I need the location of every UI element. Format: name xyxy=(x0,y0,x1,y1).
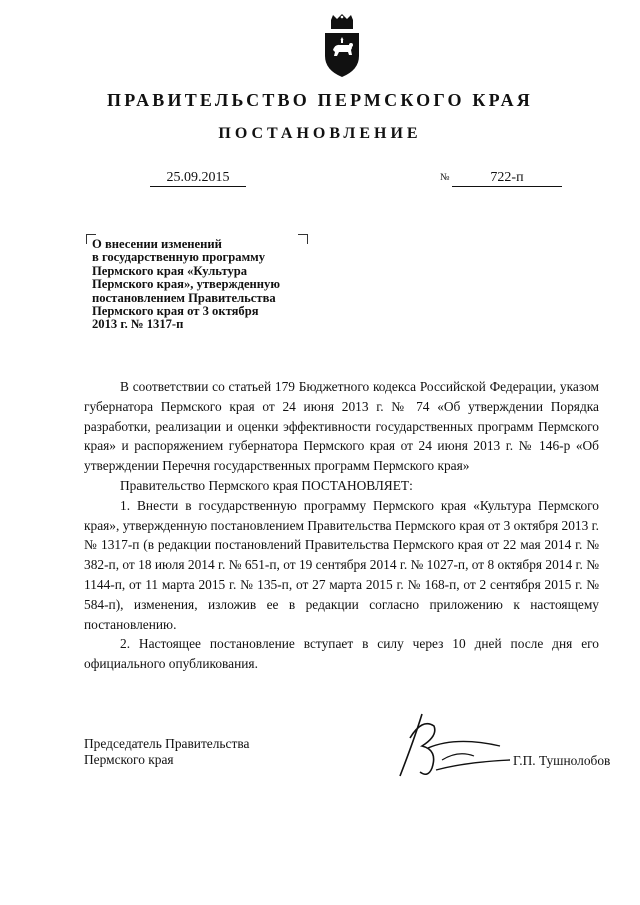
signer-name: Г.П. Тушнолобов xyxy=(513,753,611,768)
clause-1-paragraph: 1. Внести в государственную программу Пермского края «Культура Пермского края», утвержденную постановлением Правительства Пермского края от 3 октября 2013 г. № 1317-п (в редакции постановлений Правительства Пермского края от 22 мая 2014 г. № 382-п, от 18 июля 2014 г. № 651-п, от 19 сентября 2014 г. № 1027-п, от 8 октября 2014 г. № 1144-п, от 11 марта 2015 г. № 135-п, от 27 марта 2015 г. № 168-п, от 2 сентября 2015 г. № 584-п), изменения, изложив ее в редакции согласно приложению к настоящему постановлению. xyxy=(84,497,599,632)
org-title: ПРАВИТЕЛЬСТВО ПЕРМСКОГО КРАЯ xyxy=(107,90,533,110)
preamble-paragraph: В соответствии со статьей 179 Бюджетного кодекса Российской Федерации, указом губернатора Пермского края от 24 июня 2013 г. № 74 «Об утверждении Порядка разработки, реализации и оценки эффективности государственных программ Пермского края» и распоряжением губернатора Пермского края от 24 июня 2013 г. № 146-р «Об утверждении Перечня государственных программ Пермского края» xyxy=(84,379,599,474)
document-body xyxy=(84,377,599,674)
subject-line: О внесении изменений xyxy=(92,237,222,251)
resolution-paragraph: Правительство Пермского края ПОСТАНОВЛЯЕТ: xyxy=(120,477,413,493)
subject-line: 2013 г. № 1317-п xyxy=(92,317,184,332)
subject-heading xyxy=(92,238,332,332)
doc-date: 25.09.2015 xyxy=(150,170,246,187)
subject-line: постановлением Правительства xyxy=(92,290,276,305)
signer-title-line: Председатель Правительства xyxy=(84,736,250,751)
doc-number-label: № xyxy=(440,172,450,183)
subject-line: Пермского края», утвержденную xyxy=(92,277,280,292)
doc-type: ПОСТАНОВЛЕНИЕ xyxy=(218,125,422,142)
clause-2-paragraph: 2. Настоящее постановление вступает в силу через 10 дней после дня его официального опубликования. xyxy=(84,636,599,672)
subject-line: Пермского края от 3 октября xyxy=(92,304,259,319)
signature-icon xyxy=(392,710,512,782)
signer-title xyxy=(84,736,249,768)
signer-title-line: Пермского края xyxy=(84,752,174,767)
subject-line: Пермского края «Культура xyxy=(92,263,248,278)
coat-of-arms-icon xyxy=(322,14,362,78)
subject-line: в государственную программу xyxy=(92,250,266,265)
doc-number: 722-п xyxy=(452,170,562,187)
